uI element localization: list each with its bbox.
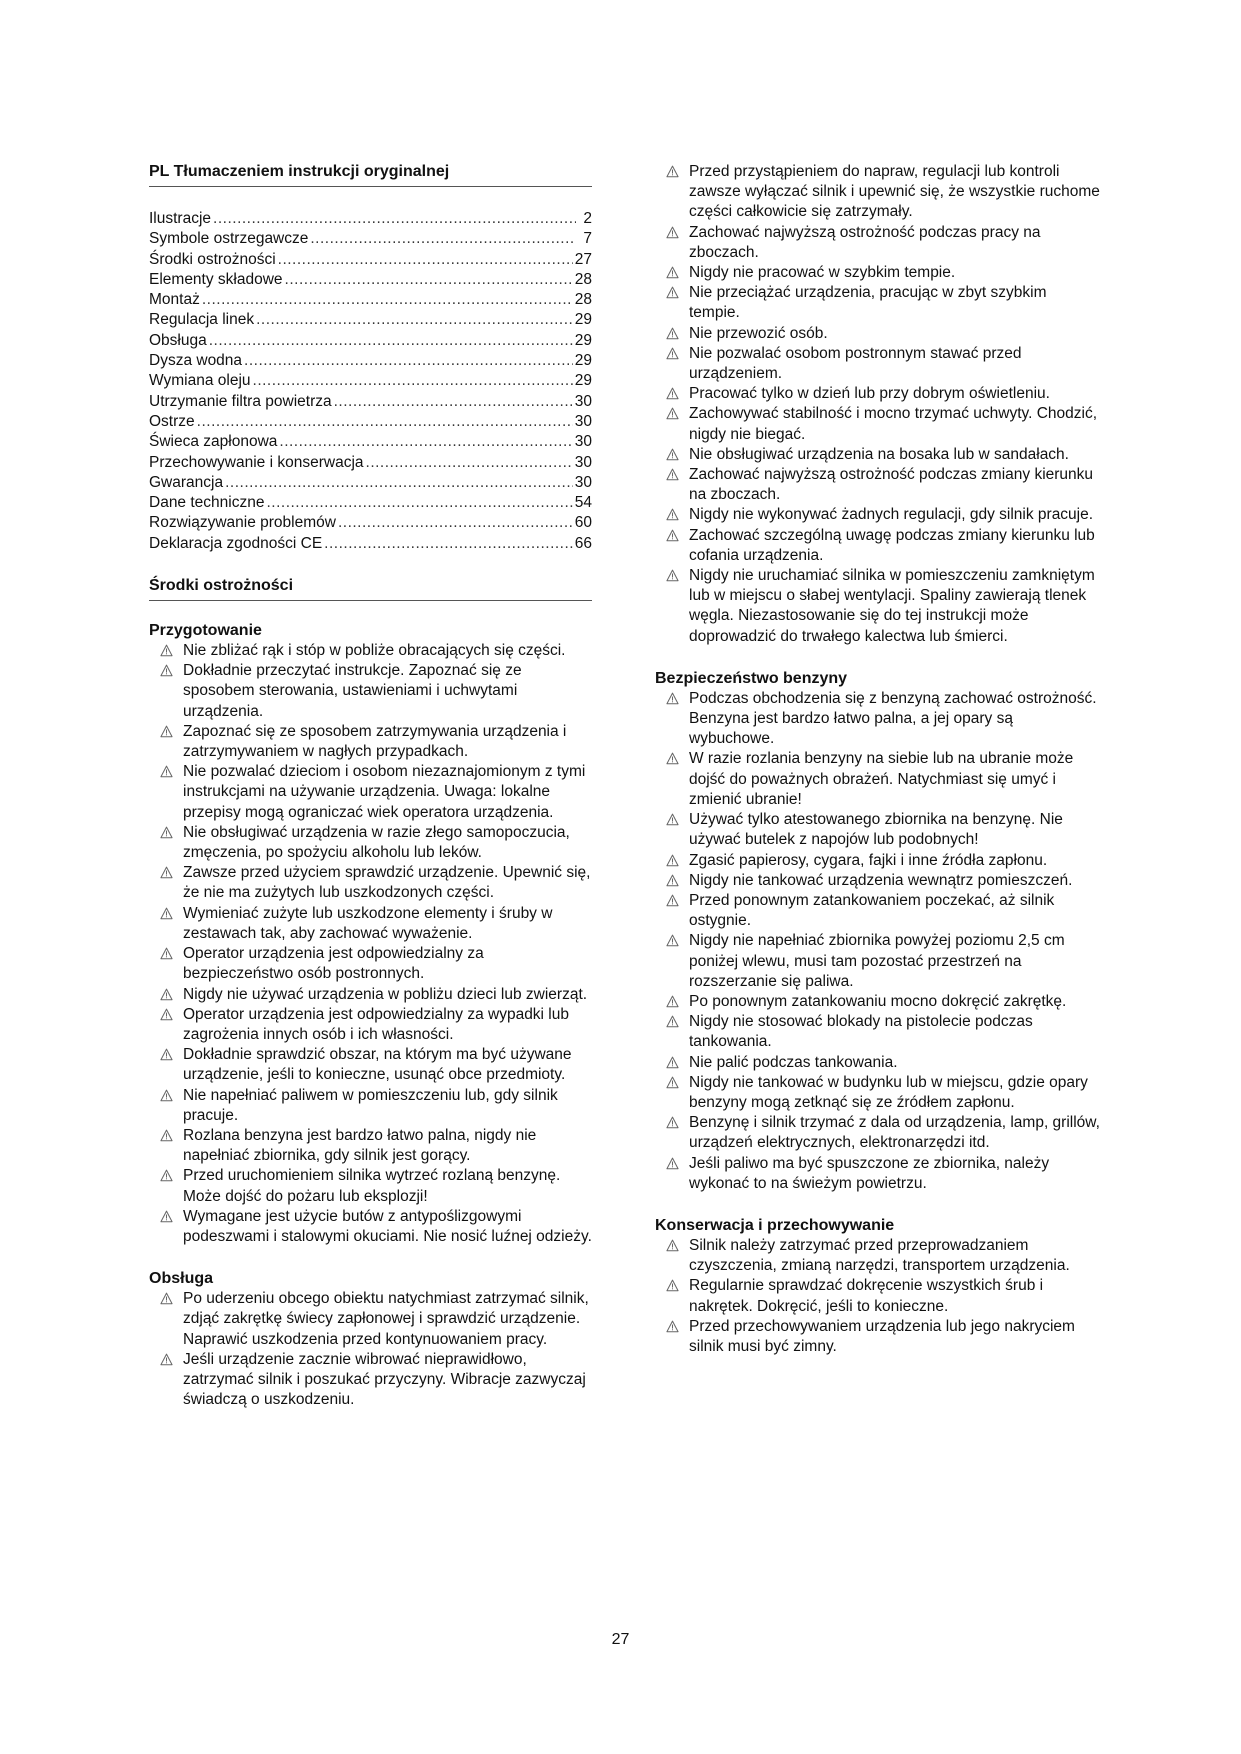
toc-label: Rozwiązywanie problemów [149, 514, 336, 532]
toc-label: Środki ostrożności [149, 250, 276, 268]
warning-text: Zachować najwyższą ostrożność podczas pracy na zboczach. [689, 223, 1041, 261]
toc-label: Regulacja linek [149, 311, 255, 329]
warning-triangle-icon [149, 944, 183, 984]
toc-row [149, 473, 592, 493]
warning-text: Po ponownym zatankowaniu mocno dokręcić zakrętkę. [689, 992, 1067, 1010]
warning-item [655, 465, 1100, 505]
warning-triangle-icon [655, 689, 689, 750]
warning-text: Dokładnie sprawdzić obszar, na którym ma być używane urządzenie, jeśli to konieczne, usunąć obce przedmioty. [183, 1046, 572, 1084]
toc-row [149, 310, 592, 330]
toc-row [149, 250, 592, 270]
warning-item [655, 851, 1100, 871]
warning-triangle-icon [655, 1113, 689, 1153]
toc-row [149, 270, 592, 290]
operation-list [149, 1289, 592, 1410]
warning-item [655, 566, 1100, 647]
warning-item [655, 1276, 1100, 1316]
warning-item [655, 749, 1100, 810]
warning-triangle-icon [655, 1154, 689, 1194]
warning-item [655, 1073, 1100, 1113]
warning-triangle-icon [655, 931, 689, 992]
warning-item [655, 1154, 1100, 1194]
warning-triangle-icon [149, 1086, 183, 1126]
toc-row [149, 493, 592, 513]
warning-triangle-icon [149, 1166, 183, 1206]
warning-triangle-icon [655, 1276, 689, 1316]
warning-triangle-icon [149, 863, 183, 903]
warning-item [149, 1289, 592, 1350]
maintenance-list [655, 1236, 1100, 1357]
warning-item [655, 1236, 1100, 1276]
left-column [149, 162, 592, 1410]
warning-item [149, 1126, 592, 1166]
warning-item [655, 162, 1100, 223]
warning-text: Rozlana benzyna jest bardzo łatwo palna, nigdy nie napełniać zbiornika, gdy silnik jest gorący. [183, 1126, 537, 1165]
toc-label: Ostrze [149, 412, 195, 430]
warning-text: Nie napełniać paliwem w pomieszczeniu lub, gdy silnik pracuje. [183, 1086, 558, 1124]
toc-page-number: 29 [574, 311, 592, 329]
warning-triangle-icon [655, 283, 689, 323]
warning-text: Nigdy nie stosować blokady na pistolecie podczas tankowania. [689, 1013, 1033, 1051]
warning-item [149, 1045, 592, 1085]
fuel-safety-list [655, 689, 1100, 1194]
warning-text: Nie pozwalać osobom postronnym stawać przed urządzeniem. [689, 344, 1022, 383]
warning-item [149, 904, 592, 944]
toc-page-number: 28 [574, 270, 592, 288]
toc-label: Deklaracja zgodności CE [149, 534, 323, 552]
warning-triangle-icon [149, 1207, 183, 1247]
warning-text: Nie pozwalać dzieciom i osobom niezaznajomionym z tymi instrukcjami na używanie urządzenia. Uwaga: lokalne przepisy mogą ograniczać wiek operatora urządzenia. [183, 763, 586, 821]
warning-text: Wymieniać zużyte lub uszkodzone elementy i śruby w zestawach tak, aby zachować wyważenie. [183, 904, 553, 942]
warning-text: Jeśli paliwo ma być spuszczone ze zbiornika, należy wykonać to na świeżym powietrzu. [689, 1154, 1050, 1192]
warning-triangle-icon [149, 661, 183, 722]
warning-triangle-icon [149, 641, 183, 661]
warning-triangle-icon [655, 1012, 689, 1052]
toc-row [149, 534, 592, 554]
warning-triangle-icon [655, 1236, 689, 1276]
warning-text: Pracować tylko w dzień lub przy dobrym oświetleniu. [689, 385, 1050, 403]
toc-page-number: 29 [574, 331, 592, 349]
toc-row [149, 209, 592, 229]
toc-leader-dots [253, 371, 573, 391]
warning-text: Jeśli urządzenie zacznie wibrować nieprawidłowo, zatrzymać silnik i poszukać przyczyny. Wibracje zazwyczaj świadczą o uszkodzeniu. [183, 1350, 586, 1409]
warning-text: Nie przeciążać urządzenia, pracując w zbyt szybkim tempie. [689, 284, 1047, 322]
subsection-title-maintenance: Konserwacja i przechowywanie [655, 1216, 895, 1234]
warning-text: Przed przystąpieniem do napraw, regulacji lub kontroli zawsze wyłączać silnik i upewnić się, że wszystkie ruchome części całkowicie się zatrzymały. [689, 163, 1100, 221]
warning-item [655, 445, 1100, 465]
toc-leader-dots [278, 250, 573, 270]
toc-leader-dots [310, 229, 576, 249]
toc-row [149, 412, 592, 432]
toc-leader-dots [197, 412, 573, 432]
toc-row [149, 432, 592, 452]
toc-leader-dots [202, 290, 573, 310]
warning-triangle-icon [655, 223, 689, 263]
warning-text: Nigdy nie tankować urządzenia wewnątrz pomieszczeń. [689, 871, 1073, 889]
warning-item [149, 661, 592, 722]
warning-text: W razie rozlania benzyny na siebie lub na ubranie może dojść do poważnych obrażeń. Natychmiast się umyć i zmienić ubranie! [689, 750, 1074, 808]
warning-item [149, 1350, 592, 1411]
toc-page-number: 54 [574, 494, 592, 512]
warning-text: Zgasić papierosy, cygara, fajki i inne źródła zapłonu. [689, 851, 1048, 869]
toc-leader-dots [209, 331, 573, 351]
warning-item [655, 1113, 1100, 1153]
warning-text: Nigdy nie używać urządzenia w pobliżu dzieci lub zwierząt. [183, 985, 588, 1003]
toc-label: Świeca zapłonowa [149, 433, 278, 451]
warning-text: Zachować szczególną uwagę podczas zmiany kierunku lub cofania urządzenia. [689, 526, 1095, 564]
warning-text: Nigdy nie napełniać zbiornika powyżej poziomu 2,5 cm poniżej wlewu, musi tam pozostać przestrzeń na rozszerzanie się paliwa. [689, 932, 1065, 990]
warning-item [655, 344, 1100, 384]
toc-leader-dots [256, 310, 573, 330]
warning-item [655, 404, 1100, 444]
warning-text: Podczas obchodzenia się z benzyną zachować ostrożność. Benzyna jest bardzo łatwo palna, a jej opary są wybuchowe. [689, 689, 1097, 748]
warning-item [655, 689, 1100, 750]
toc-row [149, 351, 592, 371]
toc-page-number: 29 [574, 352, 592, 370]
warning-text: Nie przewozić osób. [689, 324, 828, 342]
warning-triangle-icon [149, 985, 183, 1005]
toc-label: Dysza wodna [149, 352, 243, 370]
warning-triangle-icon [655, 1053, 689, 1073]
warning-triangle-icon [149, 722, 183, 762]
warning-triangle-icon [655, 992, 689, 1012]
toc-leader-dots [338, 513, 573, 533]
toc-page-number: 66 [574, 534, 592, 552]
warning-triangle-icon [149, 904, 183, 944]
warning-triangle-icon [655, 851, 689, 871]
toc-label: Elementy składowe [149, 270, 283, 288]
right-column [655, 162, 1100, 1357]
warning-triangle-icon [655, 1073, 689, 1113]
subsection-title-fuel-safety: Bezpieczeństwo benzyny [655, 669, 848, 687]
toc-leader-dots [266, 493, 572, 513]
warning-item [655, 891, 1100, 931]
warning-item [149, 722, 592, 762]
warning-text: Operator urządzenia jest odpowiedzialny za bezpieczeństwo osób postronnych. [183, 945, 484, 983]
warning-text: Nie obsługiwać urządzenia na bosaka lub w sandałach. [689, 445, 1069, 463]
toc-page-number: 28 [574, 291, 592, 309]
warning-text: Przed ponownym zatankowaniem poczekać, aż silnik ostygnie. [689, 891, 1055, 930]
warning-item [655, 871, 1100, 891]
toc-label: Wymiana oleju [149, 372, 251, 390]
warning-triangle-icon [655, 749, 689, 810]
preparation-list [149, 641, 592, 1247]
warning-triangle-icon [149, 1289, 183, 1350]
warning-triangle-icon [149, 1045, 183, 1085]
toc-page-number: 7 [583, 230, 592, 248]
toc-leader-dots [285, 270, 573, 290]
warning-triangle-icon [149, 1126, 183, 1166]
toc-label: Utrzymanie filtra powietrza [149, 392, 332, 410]
warning-item [149, 641, 592, 661]
toc-leader-dots [366, 453, 573, 473]
toc-label: Przechowywanie i konserwacja [149, 453, 364, 471]
toc-page-number: 60 [574, 514, 592, 532]
warning-triangle-icon [149, 1005, 183, 1045]
toc-label: Dane techniczne [149, 494, 265, 512]
warning-text: Nigdy nie uruchamiać silnika w pomieszczeniu zamkniętym lub w miejscu o słabej wentylacji. Spaliny zawierają tlenek węgla. Niezastosowanie się do tej instrukcji może doprowadzić do trwałego kalectwa lub śmierci. [689, 567, 1095, 645]
toc-page-number: 27 [574, 250, 592, 268]
warning-item [655, 810, 1100, 850]
toc-page-number: 2 [583, 210, 592, 227]
warning-triangle-icon [655, 566, 689, 647]
toc-leader-dots [244, 351, 573, 371]
warning-triangle-icon [655, 162, 689, 223]
warning-item [655, 384, 1100, 404]
warning-item [655, 1012, 1100, 1052]
warning-triangle-icon [655, 526, 689, 566]
toc-label: Symbole ostrzegawcze [149, 230, 309, 248]
warning-text: Zapoznać się ze sposobem zatrzymywania urządzenia i zatrzymywaniem w nagłych przypadkach. [183, 722, 567, 761]
toc-label: Ilustracje [149, 210, 212, 227]
toc-page-number: 30 [574, 433, 592, 451]
toc-row [149, 513, 592, 533]
warning-triangle-icon [655, 1317, 689, 1357]
warning-triangle-icon [655, 505, 689, 525]
warning-text: Nigdy nie tankować w budynku lub w miejscu, gdzie opary benzyny mogą zetknąć się ze źródłem zapłonu. [689, 1073, 1088, 1111]
toc-leader-dots [324, 534, 573, 554]
toc-leader-dots [213, 209, 576, 229]
toc-label: Gwarancja [149, 473, 224, 491]
toc-page-number: 29 [574, 372, 592, 390]
toc-row [149, 290, 592, 310]
warning-text: Zawsze przed użyciem sprawdzić urządzenie. Upewnić się, że nie ma zużytych lub uszkodzonych części. [183, 864, 591, 902]
warning-item [655, 283, 1100, 323]
toc-row [149, 371, 592, 391]
warning-text: Silnik należy zatrzymać przed przeprowadzaniem czyszczenia, zmianą narzędzi, transportem urządzenia. [689, 1236, 1070, 1275]
warning-item [655, 526, 1100, 566]
warning-text: Wymagane jest użycie butów z antypoślizgowymi podeszwami i stalowymi okuciami. Nie nosić luźnej odzieży. [183, 1207, 592, 1245]
warning-triangle-icon [655, 344, 689, 384]
warning-text: Nigdy nie pracować w szybkim tempie. [689, 264, 956, 282]
page-title: PL Tłumaczeniem instrukcji oryginalnej [149, 162, 592, 187]
toc-leader-dots [279, 432, 572, 452]
warning-item [149, 762, 592, 823]
warning-triangle-icon [655, 891, 689, 931]
warning-text: Zachować najwyższą ostrożność podczas zmiany kierunku na zboczach. [689, 466, 1094, 504]
warning-triangle-icon [655, 445, 689, 465]
warning-item [149, 944, 592, 984]
toc-page-number: 30 [574, 392, 592, 410]
toc-page-number: 30 [574, 453, 592, 471]
warning-triangle-icon [655, 263, 689, 283]
subsection-title-preparation: Przygotowanie [149, 622, 262, 640]
warning-triangle-icon [149, 1350, 183, 1411]
warning-text: Nie obsługiwać urządzenia w razie złego samopoczucia, zmęczenia, po spożyciu alkoholu lub leków. [183, 823, 570, 862]
toc-label: Obsługa [149, 331, 207, 349]
warning-item [149, 863, 592, 903]
warning-text: Używać tylko atestowanego zbiornika na benzynę. Nie używać butelek z napojów lub podobnych! [689, 811, 1063, 849]
warning-triangle-icon [655, 404, 689, 444]
toc-page-number: 30 [574, 412, 592, 430]
warning-text: Nigdy nie wykonywać żadnych regulacji, gdy silnik pracuje. [689, 506, 1094, 524]
warning-triangle-icon [655, 810, 689, 850]
toc-leader-dots [225, 473, 573, 493]
warning-text: Przed przechowywaniem urządzenia lub jego nakryciem silnik musi być zimny. [689, 1317, 1075, 1355]
operation-continued-list [655, 162, 1100, 647]
page-number: 27 [611, 1631, 630, 1648]
warning-triangle-icon [655, 465, 689, 505]
toc-page-number: 30 [574, 473, 592, 491]
warning-triangle-icon [655, 871, 689, 891]
warning-triangle-icon [149, 762, 183, 823]
toc-leader-dots [334, 392, 573, 412]
warning-item [655, 1053, 1100, 1073]
warning-item [149, 985, 592, 1005]
table-of-contents [149, 209, 592, 554]
toc-row [149, 392, 592, 412]
warning-item [149, 1207, 592, 1247]
warning-item [655, 931, 1100, 992]
warning-text: Regularnie sprawdzać dokręcenie wszystkich śrub i nakrętek. Dokręcić, jeśli to konieczne. [689, 1277, 1044, 1315]
section-title-safety: Środki ostrożności [149, 576, 592, 601]
warning-item [655, 505, 1100, 525]
warning-item [655, 1317, 1100, 1357]
warning-text: Po uderzeniu obcego obiektu natychmiast zatrzymać silnik, zdjąć zakrętkę świecy zapłonowej i sprawdzić urządzenie. Naprawić uszkodzenia przed kontynuowaniem pracy. [183, 1290, 589, 1348]
warning-item [655, 263, 1100, 283]
warning-item [149, 1086, 592, 1126]
warning-triangle-icon [655, 324, 689, 344]
warning-triangle-icon [655, 384, 689, 404]
warning-item [149, 823, 592, 863]
warning-text: Dokładnie przeczytać instrukcje. Zapoznać się ze sposobem sterowania, ustawieniami i uchwytami urządzenia. [183, 662, 522, 720]
warning-text: Operator urządzenia jest odpowiedzialny za wypadki lub zagrożenia innych osób i ich własności. [183, 1005, 569, 1043]
subsection-title-operation: Obsługa [149, 1270, 214, 1288]
warning-item [149, 1005, 592, 1045]
warning-text: Zachowywać stabilność i mocno trzymać uchwyty. Chodzić, nigdy nie biegać. [689, 405, 1098, 443]
warning-item [655, 992, 1100, 1012]
warning-item [149, 1166, 592, 1206]
toc-row [149, 229, 592, 249]
toc-label: Montaż [149, 291, 200, 309]
toc-row [149, 331, 592, 351]
toc-row [149, 453, 592, 473]
warning-item [655, 324, 1100, 344]
warning-text: Benzynę i silnik trzymać z dala od urządzenia, lamp, grillów, urządzeń elektrycznych, elektronarzędzi itd. [689, 1114, 1100, 1152]
warning-triangle-icon [149, 823, 183, 863]
warning-text: Nie palić podczas tankowania. [689, 1053, 898, 1071]
warning-item [655, 223, 1100, 263]
warning-text: Przed uruchomieniem silnika wytrzeć rozlaną benzynę. Może dojść do pożaru lub eksplozji! [183, 1167, 561, 1205]
warning-text: Nie zbliżać rąk i stóp w pobliże obracających się części. [183, 642, 566, 660]
